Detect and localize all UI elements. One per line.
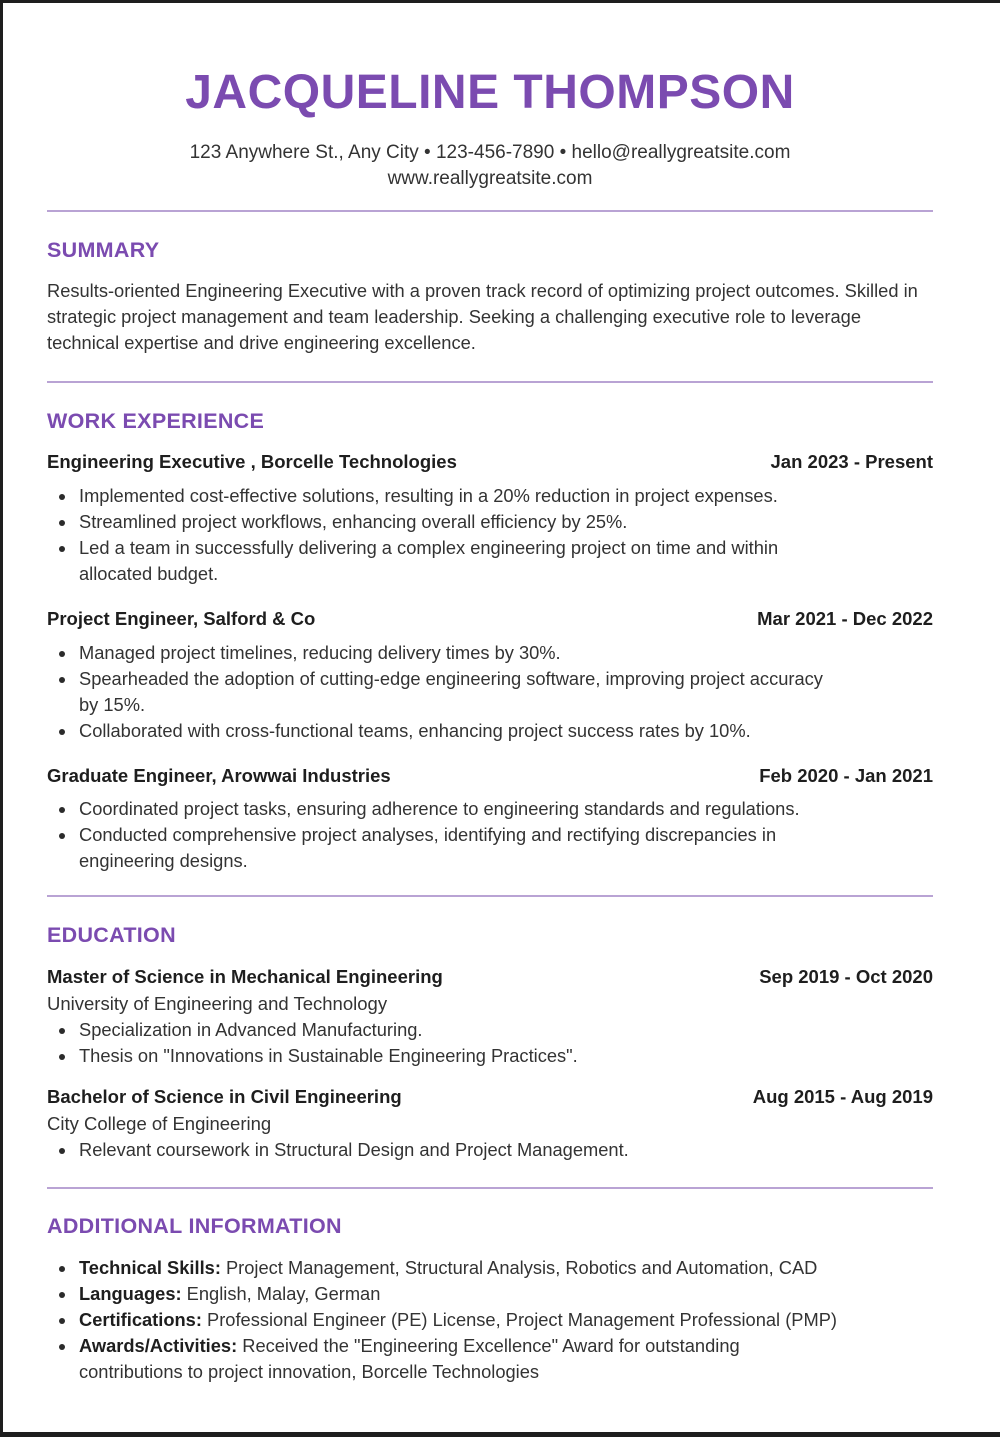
job-bullets [47, 483, 933, 587]
job-title: Project Engineer, Salford & Co [47, 608, 316, 629]
job-title: Graduate Engineer, Arowwai Industries [47, 765, 391, 786]
divider [47, 210, 933, 212]
contact-info [47, 140, 933, 192]
item-label: Certifications: [79, 1309, 202, 1330]
list-item: Relevant coursework in Structural Design and Project Management. [47, 1137, 933, 1163]
job-header [47, 449, 933, 475]
job-title: Engineering Executive , Borcelle Technologies [47, 451, 457, 472]
job-dates: Mar 2021 - Dec 2022 [757, 608, 933, 629]
contact-line-1: 123 Anywhere St., Any City • 123-456-7890 • hello@reallygreatsite.com [189, 142, 791, 163]
school-name: City College of Engineering [47, 1113, 272, 1134]
list-item: Implemented cost-effective solutions, resulting in a 20% reduction in project expenses. [47, 483, 933, 509]
job-bullets [47, 796, 933, 874]
list-item [47, 1281, 933, 1307]
candidate-name: JACQUELINE THOMPSON [185, 66, 795, 119]
education-heading: EDUCATION [47, 923, 176, 947]
item-text: Professional Engineer (PE) License, Project Management Professional (PMP) [201, 1309, 837, 1330]
list-item: Thesis on "Innovations in Sustainable Engineering Practices". [47, 1043, 933, 1069]
list-item: Collaborated with cross-functional teams, enhancing project success rates by 10%. [47, 718, 933, 744]
list-item [47, 1255, 933, 1281]
job-dates: Jan 2023 - Present [770, 451, 933, 472]
degree-dates: Sep 2019 - Oct 2020 [759, 966, 933, 987]
list-item [47, 1307, 933, 1333]
work-experience-heading: WORK EXPERIENCE [47, 409, 265, 433]
divider [47, 1187, 933, 1189]
summary-text: Results-oriented Engineering Executive with a proven track record of optimizing project outcomes. Skilled in strategic project management and team leadership. Seeking a challenging executive role to leverage technical expertise and drive engineering excellence. [47, 280, 918, 353]
job-header [47, 606, 933, 632]
list-item: Coordinated project tasks, ensuring adherence to engineering standards and regulations. [47, 796, 933, 822]
summary-heading: SUMMARY [47, 238, 160, 262]
item-text: Received the "Engineering Excellence" Award for outstanding contributions to project innovation, Borcelle Technologies [79, 1335, 740, 1382]
list-item: Managed project timelines, reducing delivery times by 30%. [47, 640, 933, 666]
list-item: Streamlined project workflows, enhancing overall efficiency by 25%. [47, 509, 933, 535]
divider [47, 381, 933, 383]
degree-title: Master of Science in Mechanical Engineering [47, 966, 443, 987]
degree-dates: Aug 2015 - Aug 2019 [752, 1086, 933, 1107]
degree-bullets [47, 1017, 933, 1069]
job-bullets [47, 640, 933, 744]
degree-header [47, 964, 933, 990]
additional-info-heading: ADDITIONAL INFORMATION [47, 1214, 342, 1238]
contact-line-2: www.reallygreatsite.com [387, 168, 593, 189]
item-label: Awards/Activities: [79, 1335, 238, 1356]
list-item: Spearheaded the adoption of cutting-edge engineering software, improving project accuracy by 15%. [47, 666, 933, 718]
list-item [47, 1333, 933, 1385]
item-label: Languages: [79, 1283, 182, 1304]
list-item: Led a team in successfully delivering a complex engineering project on time and within allocated budget. [47, 535, 933, 587]
list-item: Conducted comprehensive project analyses, identifying and rectifying discrepancies in engineering designs. [47, 822, 933, 874]
degree-title: Bachelor of Science in Civil Engineering [47, 1086, 402, 1107]
divider [47, 895, 933, 897]
job-dates: Feb 2020 - Jan 2021 [759, 765, 933, 786]
degree-header [47, 1084, 933, 1110]
item-text: English, Malay, German [181, 1283, 381, 1304]
item-text: Project Management, Structural Analysis, Robotics and Automation, CAD [220, 1257, 818, 1278]
list-item: Specialization in Advanced Manufacturing. [47, 1017, 933, 1043]
additional-info-list [47, 1255, 933, 1385]
degree-bullets [47, 1137, 933, 1163]
job-header [47, 763, 933, 789]
item-label: Technical Skills: [79, 1257, 221, 1278]
school-name: University of Engineering and Technology [47, 993, 388, 1014]
